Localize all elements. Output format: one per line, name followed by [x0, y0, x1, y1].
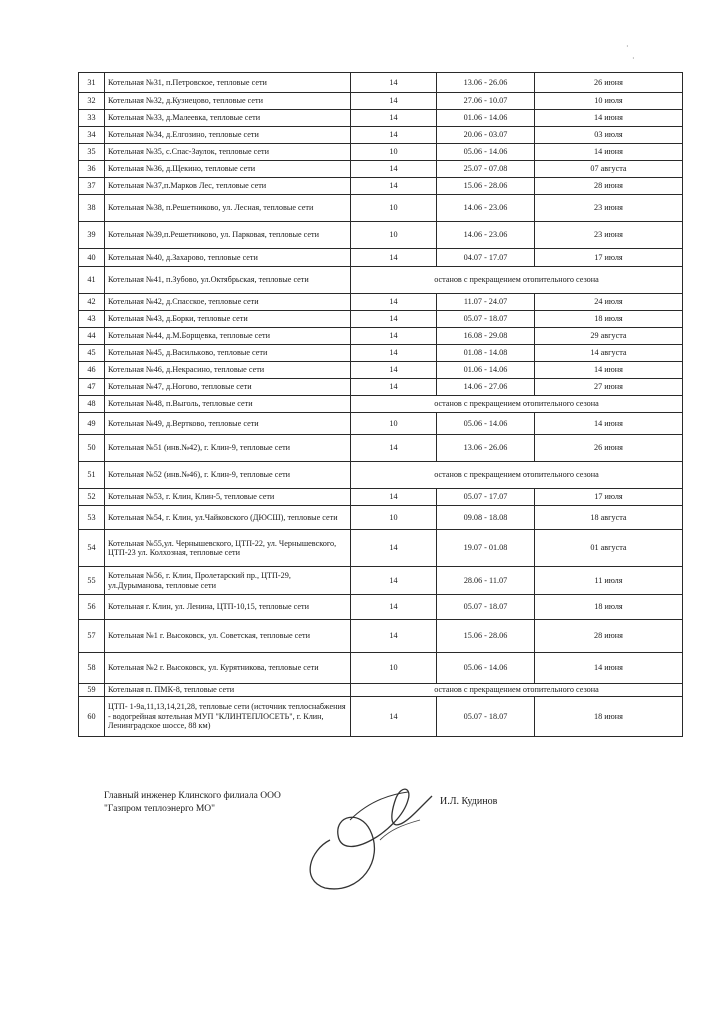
resume-date: 18 июня — [535, 697, 683, 737]
boiler-name: Котельная №33, д.Малеевка, тепловые сети — [105, 110, 351, 127]
shutdown-days: 14 — [351, 161, 437, 178]
shutdown-period: 05.06 - 14.06 — [437, 144, 535, 161]
boiler-name: Котельная №37,п.Марков Лес, тепловые сети — [105, 178, 351, 195]
resume-date: 18 августа — [535, 506, 683, 530]
shutdown-period: 14.06 - 23.06 — [437, 222, 535, 249]
shutdown-days: 10 — [351, 144, 437, 161]
table-row — [79, 222, 683, 249]
resume-date: 14 июня — [535, 362, 683, 379]
row-number: 49 — [79, 413, 105, 435]
table-row — [79, 413, 683, 435]
table-row — [79, 267, 683, 294]
boiler-name: Котельная п. ПМК-8, тепловые сети — [105, 684, 351, 697]
shutdown-period: 20.06 - 03.07 — [437, 127, 535, 144]
table-row — [79, 620, 683, 653]
shutdown-days: 14 — [351, 489, 437, 506]
row-number: 32 — [79, 93, 105, 110]
table-body — [79, 73, 683, 737]
signature-block — [104, 790, 281, 816]
resume-date: 10 июля — [535, 93, 683, 110]
shutdown-days: 14 — [351, 595, 437, 620]
row-number: 40 — [79, 249, 105, 267]
boiler-name: Котельная №52 (инв.№46), г. Клин-9, тепловые сети — [105, 462, 351, 489]
shutdown-days: 14 — [351, 379, 437, 396]
row-number: 43 — [79, 311, 105, 328]
signer-name: И.Л. Кудинов — [440, 796, 498, 807]
boiler-name: Котельная №46, д.Некрасино, тепловые сети — [105, 362, 351, 379]
shutdown-days: 14 — [351, 345, 437, 362]
shutdown-period: 13.06 - 26.06 — [437, 73, 535, 93]
resume-date: 14 июня — [535, 653, 683, 684]
resume-date: 26 июня — [535, 435, 683, 462]
boiler-name: Котельная №51 (инв.№42), г. Клин-9, тепловые сети — [105, 435, 351, 462]
shutdown-period: 01.06 - 14.06 — [437, 362, 535, 379]
shutdown-period: 11.07 - 24.07 — [437, 294, 535, 311]
shutdown-period: 27.06 - 10.07 — [437, 93, 535, 110]
table-row — [79, 161, 683, 178]
handwritten-signature — [290, 770, 440, 895]
resume-date: 14 июня — [535, 413, 683, 435]
table-row — [79, 93, 683, 110]
shutdown-days: 14 — [351, 328, 437, 345]
row-number: 60 — [79, 697, 105, 737]
shutdown-period: 16.08 - 29.08 — [437, 328, 535, 345]
table-row — [79, 110, 683, 127]
shutdown-days: 14 — [351, 530, 437, 567]
shutdown-period: 05.07 - 18.07 — [437, 697, 535, 737]
boiler-name: Котельная №56, г. Клин, Пролетарский пр., ЦТП-29, ул.Дурыманова, тепловые сети — [105, 567, 351, 595]
table-row — [79, 73, 683, 93]
shutdown-period: 15.06 - 28.06 — [437, 178, 535, 195]
boiler-name: ЦТП- 1-9а,11,13,14,21,28, тепловые сети (источник теплоснабжения - водогрейная котельная МУП "КЛИНТЕПЛОСЕТЬ", г. Клин, Ленинградское шоссе, 88 км) — [105, 697, 351, 737]
table-row — [79, 328, 683, 345]
shutdown-days: 14 — [351, 620, 437, 653]
boiler-name: Котельная №44, д.М.Борщевка, тепловые сети — [105, 328, 351, 345]
row-number: 53 — [79, 506, 105, 530]
boiler-name: Котельная г. Клин, ул. Ленина, ЦТП-10,15, тепловые сети — [105, 595, 351, 620]
row-number: 37 — [79, 178, 105, 195]
resume-date: 07 августа — [535, 161, 683, 178]
repair-schedule-table — [78, 72, 683, 737]
row-number: 59 — [79, 684, 105, 697]
shutdown-days: 14 — [351, 178, 437, 195]
table-row — [79, 435, 683, 462]
row-number: 57 — [79, 620, 105, 653]
row-number: 46 — [79, 362, 105, 379]
boiler-name: Котельная №40, д.Захарово, тепловые сети — [105, 249, 351, 267]
shutdown-period: 05.06 - 14.06 — [437, 653, 535, 684]
resume-date: 11 июля — [535, 567, 683, 595]
shutdown-note: останов с прекращением отопительного сезона — [351, 684, 683, 697]
boiler-name: Котельная №48, п.Выголь, тепловые сети — [105, 396, 351, 413]
shutdown-days: 14 — [351, 362, 437, 379]
shutdown-days: 10 — [351, 222, 437, 249]
resume-date: 23 июня — [535, 222, 683, 249]
shutdown-days: 14 — [351, 311, 437, 328]
row-number: 45 — [79, 345, 105, 362]
row-number: 50 — [79, 435, 105, 462]
row-number: 56 — [79, 595, 105, 620]
shutdown-days: 14 — [351, 93, 437, 110]
resume-date: 18 июля — [535, 311, 683, 328]
boiler-name: Котельная №42, д.Спасское, тепловые сети — [105, 294, 351, 311]
table-row — [79, 653, 683, 684]
row-number: 51 — [79, 462, 105, 489]
resume-date: 28 июня — [535, 620, 683, 653]
boiler-name: Котельная №36, д.Щекино, тепловые сети — [105, 161, 351, 178]
table-row — [79, 462, 683, 489]
row-number: 44 — [79, 328, 105, 345]
resume-date: 26 июня — [535, 73, 683, 93]
shutdown-period: 05.06 - 14.06 — [437, 413, 535, 435]
shutdown-period: 04.07 - 17.07 — [437, 249, 535, 267]
table-row — [79, 311, 683, 328]
shutdown-period: 14.06 - 27.06 — [437, 379, 535, 396]
shutdown-period: 19.07 - 01.08 — [437, 530, 535, 567]
boiler-name: Котельная №53, г. Клин, Клин-5, тепловые сети — [105, 489, 351, 506]
table-row — [79, 567, 683, 595]
table-row — [79, 530, 683, 567]
resume-date: 18 июля — [535, 595, 683, 620]
row-number: 34 — [79, 127, 105, 144]
table-row — [79, 178, 683, 195]
resume-date: 27 июня — [535, 379, 683, 396]
boiler-name: Котельная №31, п.Петровское, тепловые сети — [105, 73, 351, 93]
resume-date: 17 июля — [535, 489, 683, 506]
shutdown-days: 14 — [351, 127, 437, 144]
resume-date: 14 августа — [535, 345, 683, 362]
row-number: 55 — [79, 567, 105, 595]
shutdown-period: 01.08 - 14.08 — [437, 345, 535, 362]
resume-date: 14 июня — [535, 110, 683, 127]
table-row — [79, 697, 683, 737]
row-number: 41 — [79, 267, 105, 294]
resume-date: 23 июня — [535, 195, 683, 222]
row-number: 52 — [79, 489, 105, 506]
shutdown-note: останов с прекращением отопительного сезона — [351, 396, 683, 413]
table-row — [79, 144, 683, 161]
scan-speck: · — [626, 42, 629, 51]
row-number: 54 — [79, 530, 105, 567]
shutdown-period: 05.07 - 17.07 — [437, 489, 535, 506]
row-number: 48 — [79, 396, 105, 413]
boiler-name: Котельная №2 г. Высоковск, ул. Курятникова, тепловые сети — [105, 653, 351, 684]
row-number: 33 — [79, 110, 105, 127]
boiler-name: Котельная №41, п.Зубово, ул.Октябрьская, тепловые сети — [105, 267, 351, 294]
shutdown-period: 14.06 - 23.06 — [437, 195, 535, 222]
shutdown-period: 09.08 - 18.08 — [437, 506, 535, 530]
shutdown-period: 13.06 - 26.06 — [437, 435, 535, 462]
table-row — [79, 489, 683, 506]
row-number: 42 — [79, 294, 105, 311]
resume-date: 01 августа — [535, 530, 683, 567]
shutdown-days: 10 — [351, 195, 437, 222]
shutdown-days: 14 — [351, 249, 437, 267]
shutdown-period: 28.06 - 11.07 — [437, 567, 535, 595]
shutdown-period: 15.06 - 28.06 — [437, 620, 535, 653]
row-number: 58 — [79, 653, 105, 684]
table-row — [79, 684, 683, 697]
shutdown-period: 25.07 - 07.08 — [437, 161, 535, 178]
shutdown-period: 05.07 - 18.07 — [437, 311, 535, 328]
shutdown-days: 14 — [351, 697, 437, 737]
boiler-name: Котельная №1 г. Высоковск, ул. Советская, тепловые сети — [105, 620, 351, 653]
boiler-name: Котельная №47, д.Ногово, тепловые сети — [105, 379, 351, 396]
boiler-name: Котельная №45, д.Василькoво, тепловые сети — [105, 345, 351, 362]
table-row — [79, 249, 683, 267]
table-row — [79, 595, 683, 620]
boiler-name: Котельная №32, д.Кузнецово, тепловые сети — [105, 93, 351, 110]
row-number: 38 — [79, 195, 105, 222]
shutdown-period: 01.06 - 14.06 — [437, 110, 535, 127]
resume-date: 29 августа — [535, 328, 683, 345]
position-line-1: Главный инженер Клинского филиала ООО — [104, 791, 281, 801]
row-number: 31 — [79, 73, 105, 93]
row-number: 39 — [79, 222, 105, 249]
table-row — [79, 506, 683, 530]
row-number: 36 — [79, 161, 105, 178]
table-row — [79, 195, 683, 222]
table-row — [79, 362, 683, 379]
shutdown-days: 10 — [351, 653, 437, 684]
shutdown-days: 10 — [351, 506, 437, 530]
resume-date: 17 июля — [535, 249, 683, 267]
shutdown-note: останов с прекращением отопительного сезона — [351, 267, 683, 294]
boiler-name: Котельная №43, д.Борки, тепловые сети — [105, 311, 351, 328]
shutdown-days: 14 — [351, 294, 437, 311]
table-row — [79, 127, 683, 144]
table-row — [79, 379, 683, 396]
boiler-name: Котельная №49, д.Вертково, тепловые сети — [105, 413, 351, 435]
row-number: 47 — [79, 379, 105, 396]
shutdown-note: останов с прекращением отопительного сезона — [351, 462, 683, 489]
resume-date: 03 июля — [535, 127, 683, 144]
shutdown-period: 05.07 - 18.07 — [437, 595, 535, 620]
boiler-name: Котельная №39,п.Решетниково, ул. Парковая, тепловые сети — [105, 222, 351, 249]
resume-date: 24 июля — [535, 294, 683, 311]
table-row — [79, 345, 683, 362]
shutdown-days: 14 — [351, 110, 437, 127]
table-row — [79, 294, 683, 311]
scan-speck: · — [632, 54, 635, 63]
boiler-name: Котельная №54, г. Клин, ул.Чайковского (ДЮСШ), тепловые сети — [105, 506, 351, 530]
position-line-2: "Газпром теплоэнерго МО" — [104, 803, 216, 814]
boiler-name: Котельная №38, п.Решетниково, ул. Лесная, тепловые сети — [105, 195, 351, 222]
boiler-name: Котельная №35, с.Спас-Заулок, тепловые сети — [105, 144, 351, 161]
boiler-name: Котельная №55,ул. Чернышевского, ЦТП-22, ул. Чернышевского, ЦТП-23 ул. Колхозная, тепловые сети — [105, 530, 351, 567]
shutdown-days: 14 — [351, 73, 437, 93]
shutdown-days: 14 — [351, 567, 437, 595]
resume-date: 14 июня — [535, 144, 683, 161]
row-number: 35 — [79, 144, 105, 161]
boiler-name: Котельная №34, д.Елгозино, тепловые сети — [105, 127, 351, 144]
shutdown-days: 14 — [351, 435, 437, 462]
shutdown-days: 10 — [351, 413, 437, 435]
resume-date: 28 июня — [535, 178, 683, 195]
table-row — [79, 396, 683, 413]
